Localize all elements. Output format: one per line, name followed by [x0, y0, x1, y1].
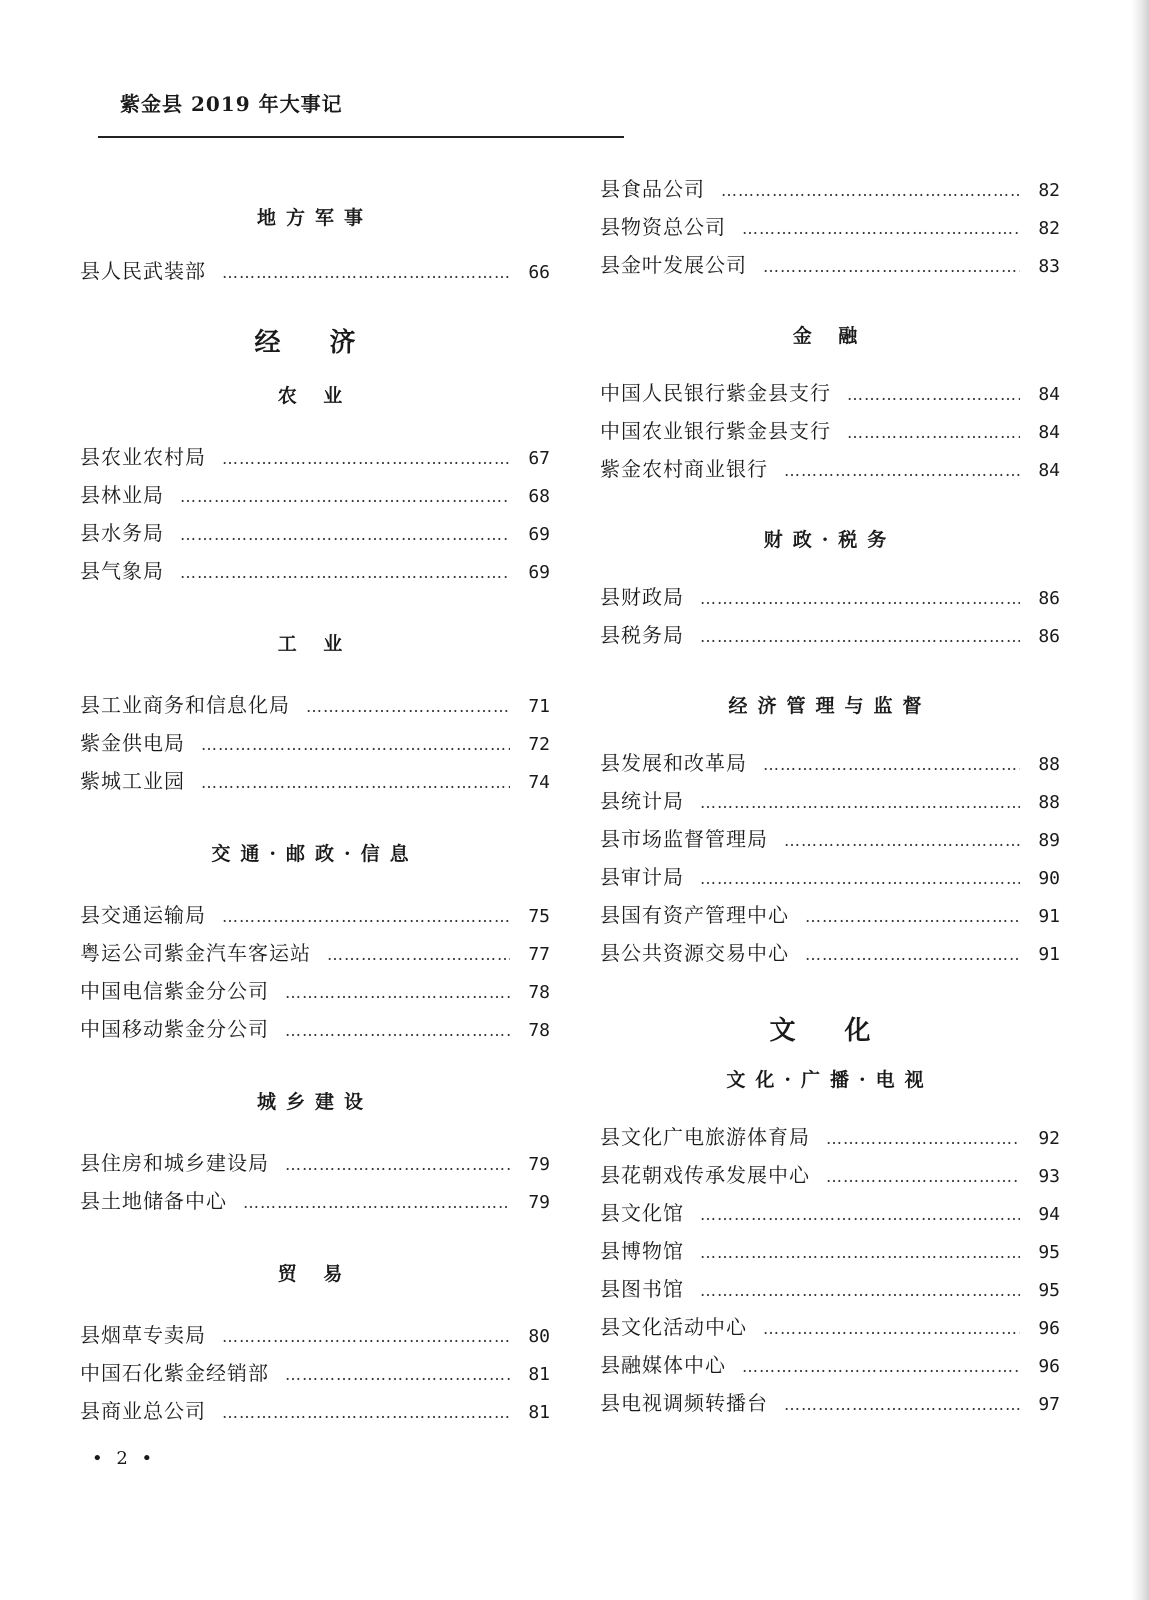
toc-entry: [80, 476, 550, 514]
toc-entry: [600, 170, 1060, 208]
toc-entry: [80, 1010, 550, 1048]
toc-list-agriculture: [80, 438, 550, 590]
toc-list-construction: [80, 1144, 550, 1220]
toc-leader-dots: [784, 452, 1020, 490]
toc-leader-dots: [180, 554, 510, 592]
toc-leader-dots: [201, 726, 510, 764]
toc-entry-page: 66: [528, 262, 550, 283]
toc-entry-page: 79: [528, 1154, 550, 1175]
toc-entry-name: 中国人民银行紫金县支行: [600, 381, 831, 405]
toc-entry: [600, 374, 1060, 412]
toc-leader-dots: [306, 688, 510, 726]
toc-entry-page: 81: [528, 1364, 550, 1385]
toc-list-fiscal: [600, 578, 1060, 654]
toc-entry: [600, 1118, 1060, 1156]
toc-entry-name: 县文化馆: [600, 1201, 684, 1225]
toc-entry: [600, 412, 1060, 450]
toc-leader-dots: [327, 936, 510, 974]
toc-entry: [600, 820, 1060, 858]
toc-entry: [600, 1270, 1060, 1308]
toc-entry: [600, 782, 1060, 820]
toc-entry-name: 县花朝戏传承发展中心: [600, 1163, 810, 1187]
toc-leader-dots: [700, 618, 1020, 656]
toc-entry-name: 县食品公司: [600, 177, 705, 201]
toc-leader-dots: [763, 746, 1020, 784]
toc-entry-name: 县交通运输局: [80, 903, 206, 927]
toc-entry: [600, 858, 1060, 896]
toc-entry-name: 县林业局: [80, 483, 164, 507]
toc-entry: [80, 934, 550, 972]
toc-entry-page: 68: [528, 486, 550, 507]
toc-list-trade: [80, 1316, 550, 1430]
toc-list-industry: [80, 686, 550, 800]
toc-list-trade-continued: [600, 170, 1060, 284]
section-title-agriculture: 农 业: [277, 385, 353, 407]
toc-entry: [80, 552, 550, 590]
toc-entry: [80, 1316, 550, 1354]
toc-entry: [600, 1384, 1060, 1422]
toc-list-transport: [80, 896, 550, 1048]
toc-entry-name: 中国电信紫金分公司: [80, 979, 269, 1003]
toc-leader-dots: [742, 1348, 1020, 1386]
toc-entry-name: 粤运公司紫金汽车客运站: [80, 941, 311, 965]
toc-entry-name: 县农业农村局: [80, 445, 206, 469]
toc-entry-name: 县统计局: [600, 789, 684, 813]
toc-entry: [80, 762, 550, 800]
toc-entry-page: 91: [1038, 906, 1060, 927]
toc-entry-name: 县融媒体中心: [600, 1353, 726, 1377]
toc-list-supervision: [600, 744, 1060, 972]
toc-entry-page: 81: [528, 1402, 550, 1423]
toc-leader-dots: [243, 1184, 510, 1222]
section-title-culture: 文化·广播·电视: [726, 1069, 934, 1091]
toc-leader-dots: [222, 898, 510, 936]
header-rule: [98, 136, 624, 138]
toc-entry-page: 72: [528, 734, 550, 755]
toc-leader-dots: [826, 1158, 1020, 1196]
toc-entry-page: 69: [528, 562, 550, 583]
toc-entry: [80, 514, 550, 552]
toc-entry-name: 县公共资源交易中心: [600, 941, 789, 965]
toc-leader-dots: [721, 172, 1020, 210]
section-title-industry: 工 业: [277, 633, 353, 655]
toc-entry-page: 92: [1038, 1128, 1060, 1149]
section-title-supervision: 经济管理与监督: [728, 695, 932, 717]
toc-entry-name: 县物资总公司: [600, 215, 726, 239]
toc-entry-page: 95: [1038, 1280, 1060, 1301]
toc-entry: [80, 896, 550, 934]
toc-leader-dots: [700, 860, 1020, 898]
toc-entry: [600, 246, 1060, 284]
toc-entry: [80, 724, 550, 762]
toc-entry-name: 县住房和城乡建设局: [80, 1151, 269, 1175]
toc-leader-dots: [700, 1234, 1020, 1272]
toc-entry-name: 县烟草专卖局: [80, 1323, 206, 1347]
toc-leader-dots: [285, 1012, 510, 1050]
toc-leader-dots: [285, 1146, 510, 1184]
toc-leader-dots: [285, 974, 510, 1012]
toc-entry-page: 69: [528, 524, 550, 545]
toc-entry-page: 75: [528, 906, 550, 927]
toc-entry-page: 80: [528, 1326, 550, 1347]
toc-entry-page: 88: [1038, 792, 1060, 813]
toc-entry: [600, 1156, 1060, 1194]
toc-entry-page: 82: [1038, 218, 1060, 239]
running-header: 紫金县 2019 年大事记: [120, 92, 343, 116]
toc-entry-page: 74: [528, 772, 550, 793]
toc-leader-dots: [784, 822, 1020, 860]
toc-entry: [80, 686, 550, 724]
toc-leader-dots: [222, 440, 510, 478]
toc-entry: [600, 578, 1060, 616]
toc-entry-name: 县文化广电旅游体育局: [600, 1125, 810, 1149]
toc-list-finance: [600, 374, 1060, 488]
toc-entry-name: 县国有资产管理中心: [600, 903, 789, 927]
toc-entry-name: 县图书馆: [600, 1277, 684, 1301]
toc-list-culture: [600, 1118, 1060, 1422]
toc-entry-name: 县审计局: [600, 865, 684, 889]
toc-leader-dots: [700, 580, 1020, 618]
toc-entry: [600, 1346, 1060, 1384]
toc-entry-page: 83: [1038, 256, 1060, 277]
toc-entry: [80, 1182, 550, 1220]
toc-entry-page: 67: [528, 448, 550, 469]
section-title-transport: 交通·邮政·信息: [211, 843, 419, 865]
toc-leader-dots: [847, 414, 1020, 452]
toc-entry-name: 县财政局: [600, 585, 684, 609]
toc-entry-page: 96: [1038, 1356, 1060, 1377]
toc-entry: [600, 934, 1060, 972]
toc-leader-dots: [201, 764, 510, 802]
toc-entry-name: 县税务局: [600, 623, 684, 647]
toc-entry-name: 中国农业银行紫金县支行: [600, 419, 831, 443]
toc-leader-dots: [805, 936, 1020, 974]
toc-entry-page: 93: [1038, 1166, 1060, 1187]
toc-entry-page: 82: [1038, 180, 1060, 201]
toc-entry: [600, 1232, 1060, 1270]
toc-entry-page: 90: [1038, 868, 1060, 889]
section-title-finance: 金 融: [792, 325, 868, 347]
toc-entry-page: 77: [528, 944, 550, 965]
toc-entry-page: 71: [528, 696, 550, 717]
toc-entry-name: 紫城工业园: [80, 769, 185, 793]
toc-entry-name: 县文化活动中心: [600, 1315, 747, 1339]
section-title-military: 地方军事: [256, 207, 373, 229]
toc-entry-name: 中国石化紫金经销部: [80, 1361, 269, 1385]
toc-leader-dots: [222, 254, 510, 292]
toc-leader-dots: [222, 1394, 510, 1432]
part-title-economy: 经 济: [254, 328, 376, 358]
toc-leader-dots: [805, 898, 1020, 936]
toc-right-column: [600, 170, 1060, 1422]
part-title-culture: 文 化: [769, 1016, 891, 1046]
toc-entry-name: 县发展和改革局: [600, 751, 747, 775]
toc-entry-page: 86: [1038, 626, 1060, 647]
toc-entry-page: 84: [1038, 460, 1060, 481]
toc-entry-page: 78: [528, 982, 550, 1003]
toc-left-column: [80, 180, 550, 1430]
toc-entry-page: 96: [1038, 1318, 1060, 1339]
toc-entry: [80, 438, 550, 476]
toc-entry: [600, 208, 1060, 246]
toc-leader-dots: [180, 478, 510, 516]
scan-page-edge: [1131, 0, 1149, 1600]
toc-entry-page: 89: [1038, 830, 1060, 851]
toc-entry: [600, 1308, 1060, 1346]
page-number: • 2 •: [92, 1448, 157, 1469]
toc-leader-dots: [285, 1356, 510, 1394]
section-title-construction: 城乡建设: [256, 1091, 373, 1113]
toc-entry: [600, 1194, 1060, 1232]
toc-leader-dots: [826, 1120, 1020, 1158]
toc-entry-name: 县商业总公司: [80, 1399, 206, 1423]
toc-leader-dots: [700, 1272, 1020, 1310]
toc-leader-dots: [180, 516, 510, 554]
toc-entry-name: 县金叶发展公司: [600, 253, 747, 277]
toc-entry-page: 91: [1038, 944, 1060, 965]
toc-entry-name: 县人民武装部: [80, 259, 206, 283]
toc-entry-name: 县水务局: [80, 521, 164, 545]
section-title-trade: 贸 易: [277, 1263, 353, 1285]
toc-entry: [80, 1392, 550, 1430]
toc-entry: [80, 1144, 550, 1182]
toc-entry-name: 中国移动紫金分公司: [80, 1017, 269, 1041]
toc-entry: [600, 744, 1060, 782]
toc-entry: [80, 1354, 550, 1392]
section-title-fiscal: 财政·税务: [763, 529, 897, 551]
toc-entry-page: 84: [1038, 422, 1060, 443]
toc-leader-dots: [847, 376, 1020, 414]
toc-leader-dots: [763, 1310, 1020, 1348]
toc-entry-name: 紫金供电局: [80, 731, 185, 755]
toc-entry-page: 78: [528, 1020, 550, 1041]
toc-leader-dots: [222, 1318, 510, 1356]
toc-entry-name: 县土地储备中心: [80, 1189, 227, 1213]
toc-entry-name: 紫金农村商业银行: [600, 457, 768, 481]
toc-list-military: [80, 252, 550, 290]
toc-entry: [600, 616, 1060, 654]
toc-entry-name: 县博物馆: [600, 1239, 684, 1263]
toc-entry-page: 95: [1038, 1242, 1060, 1263]
toc-entry-page: 88: [1038, 754, 1060, 775]
toc-entry-name: 县市场监督管理局: [600, 827, 768, 851]
toc-leader-dots: [763, 248, 1020, 286]
toc-entry-page: 97: [1038, 1394, 1060, 1415]
toc-entry-page: 84: [1038, 384, 1060, 405]
toc-entry: [80, 972, 550, 1010]
toc-leader-dots: [700, 784, 1020, 822]
toc-entry-name: 县电视调频转播台: [600, 1391, 768, 1415]
toc-entry-name: 县气象局: [80, 559, 164, 583]
toc-entry-page: 86: [1038, 588, 1060, 609]
toc-entry: [600, 450, 1060, 488]
toc-entry-page: 79: [528, 1192, 550, 1213]
toc-leader-dots: [742, 210, 1020, 248]
toc-leader-dots: [700, 1196, 1020, 1234]
toc-entry: [80, 252, 550, 290]
toc-leader-dots: [784, 1386, 1020, 1424]
toc-entry: [600, 896, 1060, 934]
toc-entry-page: 94: [1038, 1204, 1060, 1225]
toc-entry-name: 县工业商务和信息化局: [80, 693, 290, 717]
